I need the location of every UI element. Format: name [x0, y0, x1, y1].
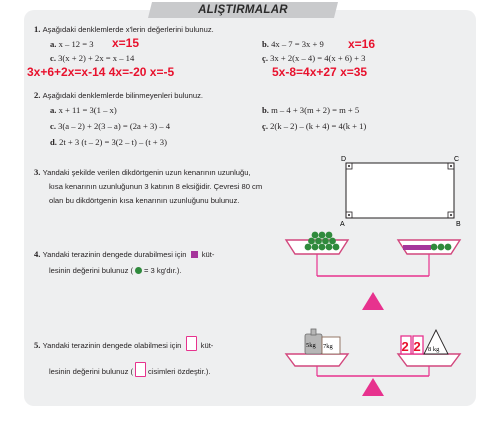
- triangle-weight-label: 8 kg: [428, 346, 440, 353]
- q1a-label: a.: [50, 39, 57, 49]
- q2b: [262, 105, 359, 116]
- q1b-equation: 4x – 7 = 3x + 9: [271, 39, 324, 49]
- q1c-equation: 3(x + 2) + 2x = x – 14: [58, 53, 135, 63]
- q2-text: Aşağıdaki denklemlerde bilinmeyenleri bulunuz.: [42, 91, 204, 100]
- q4-number: 4.: [34, 249, 41, 259]
- corner-label-c: C: [454, 156, 460, 163]
- q4-text-1b: küt-: [201, 250, 215, 259]
- q2e: [50, 137, 167, 148]
- q1c: [50, 53, 134, 64]
- green-ball: [431, 244, 438, 251]
- q3-text-3: olan bu dikdörtgenin kısa kenarının uzunluğunu bulunuz.: [49, 196, 240, 205]
- corner-dot: [348, 165, 350, 167]
- q2c-label: c.: [50, 121, 56, 131]
- balance-scale-q5: [282, 316, 472, 406]
- weight-handle: [311, 329, 316, 335]
- q2e-equation: 2t + 3 (t – 2) = 3(2 – t) – (t + 3): [59, 137, 167, 147]
- q2a-equation: x + 11 = 3(1 – x): [58, 105, 117, 115]
- q2d-equation: 2(k – 2) – (k + 4) = 4(k + 1): [270, 121, 367, 131]
- left-pan: [286, 354, 348, 366]
- hw-work-1c: 3x+6+2x=x-14 4x=-20 x=-5: [27, 65, 175, 79]
- q4-text-2a: lesinin değerini bulunuz (: [49, 266, 134, 275]
- q5-text-2b: cisimleri özdeştir.).: [148, 367, 211, 376]
- green-ball: [315, 238, 322, 245]
- q2a: [50, 105, 117, 116]
- q5-text-1b: küt-: [200, 341, 214, 350]
- q3-text-1: Yandaki şekilde verilen dikdörtgenin uzun kenarının uzunluğu,: [42, 168, 251, 177]
- q5-text-2a: lesinin değerini bulunuz (: [49, 367, 134, 376]
- q1-number: 1.: [34, 24, 41, 34]
- q2c-equation: 3(a – 2) + 2(3 – a) = (2a + 3) – 4: [58, 121, 171, 131]
- hw-mark-2: 2: [401, 339, 409, 354]
- q2a-label: a.: [50, 105, 57, 115]
- q2b-equation: m – 4 + 3(m + 2) = m + 5: [271, 105, 360, 115]
- hw-mark-2: 2: [413, 339, 421, 354]
- q1c-label: c.: [50, 53, 56, 63]
- green-ball: [319, 244, 326, 251]
- q5-line-2: [49, 362, 210, 377]
- green-ball: [308, 238, 315, 245]
- q4-line-1: [34, 249, 214, 260]
- q2-prompt: [34, 90, 203, 101]
- q2d: [262, 121, 366, 132]
- green-ball: [305, 244, 312, 251]
- green-ball: [333, 244, 340, 251]
- purple-block: [403, 245, 431, 250]
- q1d-equation: 3x + 2(x – 4) = 4(x + 6) + 3: [270, 53, 366, 63]
- q4-line-2: [49, 265, 182, 276]
- green-ball: [445, 244, 452, 251]
- q1d: [262, 53, 365, 64]
- green-ball: [329, 238, 336, 245]
- green-ball: [322, 238, 329, 245]
- q1b: [262, 39, 324, 50]
- green-ball: [312, 244, 319, 251]
- hw-answer-1b: x=16: [348, 37, 376, 51]
- green-ball: [326, 244, 333, 251]
- q4-text-2b: = 3 kg'dır.).: [144, 266, 182, 275]
- q1a: [50, 39, 94, 50]
- q2b-label: b.: [262, 105, 269, 115]
- q1-prompt: [34, 24, 214, 35]
- q2c: [50, 121, 170, 132]
- q5-text-1a: Yandaki terazinin dengede olabilmesi için: [42, 341, 182, 350]
- purple-block-icon: [191, 251, 198, 258]
- balance-scale-q4: [282, 216, 472, 320]
- corner-label-b: B: [456, 221, 461, 228]
- right-pan: [398, 354, 460, 366]
- q5-line-1: [34, 336, 213, 351]
- q1b-label: b.: [262, 39, 269, 49]
- q3-line-1: [34, 167, 251, 178]
- hw-answer-1a: x=15: [112, 36, 140, 50]
- box-7kg-label: 7kg: [323, 343, 333, 350]
- q3-text-2: kısa kenarının uzunluğunun 3 katının 8 eksiğidir. Çevresi 80 cm: [49, 182, 263, 191]
- corner-label-a: A: [340, 221, 345, 228]
- green-ball: [326, 232, 333, 239]
- green-ball-icon: [135, 267, 142, 274]
- hw-work-1d: 5x-8=4x+27 x=35: [272, 65, 368, 79]
- q5-number: 5.: [34, 340, 41, 350]
- q1a-equation: x – 12 = 3: [58, 39, 94, 49]
- rectangle-shape: [346, 163, 454, 218]
- q4-text-1a: Yandaki terazinin dengede durabilmesi için: [42, 250, 187, 259]
- page-title: ALIŞTIRMALAR: [198, 4, 288, 16]
- q1-text: Aşağıdaki denklemlerde x'lerin değerlerini bulunuz.: [42, 25, 214, 34]
- q2e-label: d.: [50, 137, 57, 147]
- scale-fulcrum: [362, 378, 384, 396]
- pink-box-icon: [135, 362, 146, 377]
- q1d-label: ç.: [262, 53, 268, 63]
- green-ball-row: [431, 244, 452, 251]
- q3-number: 3.: [34, 167, 41, 177]
- q2d-label: ç.: [262, 121, 268, 131]
- green-ball: [319, 232, 326, 239]
- corner-label-d: D: [341, 156, 347, 163]
- green-ball: [312, 232, 319, 239]
- green-ball: [438, 244, 445, 251]
- weight-5kg-label: 5kg: [306, 342, 316, 349]
- scale-fulcrum: [362, 292, 384, 310]
- q2-number: 2.: [34, 90, 41, 100]
- pink-box-icon: [186, 336, 197, 351]
- corner-dot: [450, 165, 452, 167]
